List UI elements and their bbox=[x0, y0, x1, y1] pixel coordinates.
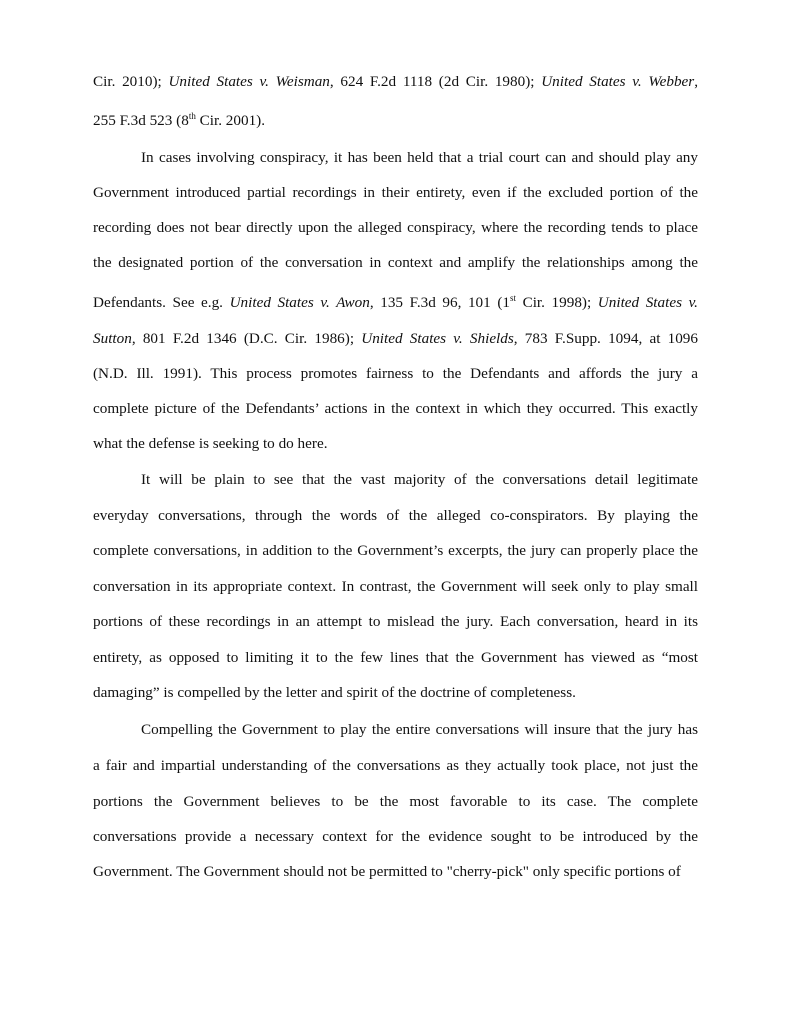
text-line bbox=[93, 72, 698, 92]
paragraph-first-line: It will be plain to see that the vast majority of the conversations detail legitimate bbox=[141, 471, 698, 488]
ordinal-superscript: th bbox=[188, 111, 196, 121]
text-run: , 624 F.2d 1118 (2d Cir. 1980); bbox=[329, 73, 542, 90]
text-line: (N.D. Ill. 1991). This process promotes fairness to the Defendants and affords the jury a bbox=[93, 365, 698, 382]
case-name: United States v. bbox=[597, 294, 698, 311]
text-line: recording does not bear directly upon the alleged conspiracy, where the recording tends to place bbox=[93, 219, 698, 236]
paragraph-first-line: Compelling the Government to play the entire conversations will insure that the jury has bbox=[141, 721, 698, 738]
text-run: , 783 F.Supp. 1094, at 1096 bbox=[513, 330, 698, 347]
text-line: Government. The Government should not be permitted to "cherry-pick" only specific portions of bbox=[93, 863, 681, 880]
text-line: conversation in its appropriate context. In contrast, the Government will seek only to play small bbox=[93, 578, 698, 595]
text-line bbox=[93, 111, 698, 131]
text-line: everyday conversations, through the words of the alleged co-conspirators. By playing the bbox=[93, 507, 698, 524]
case-name: United States v. Webber bbox=[541, 73, 695, 90]
case-name: United States v. Awon bbox=[229, 294, 370, 311]
case-name: United States v. Shields bbox=[361, 330, 514, 347]
text-run: , bbox=[694, 73, 698, 90]
case-name: Sutton bbox=[93, 330, 132, 347]
text-run: Defendants. See e.g. bbox=[93, 294, 230, 311]
text-run: Cir. 2010); bbox=[93, 73, 169, 90]
text-line: portions of these recordings in an attempt to mislead the jury. Each conversation, heard in its bbox=[93, 613, 698, 630]
text-line bbox=[93, 293, 698, 313]
text-line: Government introduced partial recordings in their entirety, even if the excluded portion of the bbox=[93, 184, 698, 201]
text-line: entirety, as opposed to limiting it to the few lines that the Government has viewed as “most bbox=[93, 649, 698, 666]
text-run: 255 F.3d 523 (8 bbox=[93, 112, 189, 129]
text-line: a fair and impartial understanding of the conversations as they actually took place, not just the bbox=[93, 757, 698, 774]
paragraph-first-line: In cases involving conspiracy, it has been held that a trial court can and should play any bbox=[141, 149, 698, 166]
text-line: complete picture of the Defendants’ actions in the context in which they occurred. This exactly bbox=[93, 400, 698, 417]
ordinal-superscript: st bbox=[509, 293, 516, 303]
text-line: damaging” is compelled by the letter and spirit of the doctrine of completeness. bbox=[93, 684, 576, 701]
text-line: the designated portion of the conversation in context and amplify the relationships among the bbox=[93, 254, 698, 271]
text-line: conversations provide a necessary context for the evidence sought to be introduced by the bbox=[93, 828, 698, 845]
text-run: , 135 F.3d 96, 101 (1 bbox=[369, 294, 510, 311]
text-run: , 801 F.2d 1346 (D.C. Cir. 1986); bbox=[131, 330, 362, 347]
text-run: Cir. 1998); bbox=[516, 294, 598, 311]
text-line bbox=[93, 329, 698, 349]
case-name: United States v. Weisman bbox=[168, 73, 330, 90]
text-line: what the defense is seeking to do here. bbox=[93, 435, 328, 452]
text-run: Cir. 2001). bbox=[195, 112, 266, 129]
text-line: portions the Government believes to be the most favorable to its case. The complete bbox=[93, 793, 698, 810]
text-line: complete conversations, in addition to the Government’s excerpts, the jury can properly place the bbox=[93, 542, 698, 559]
